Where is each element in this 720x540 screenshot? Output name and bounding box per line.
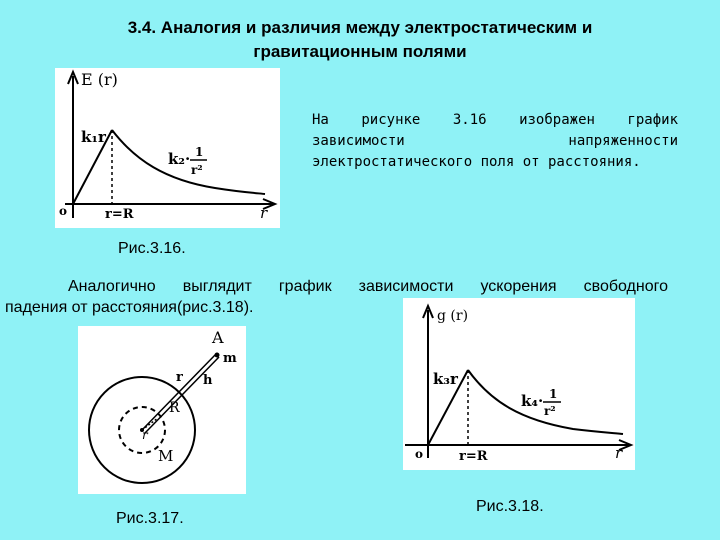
curve-label-coef: k₂· — [168, 150, 191, 168]
caption-3-17: Рис.3.17. — [116, 510, 184, 527]
label-r-inner: r — [142, 428, 148, 442]
title-line-2: гравитационным полями — [253, 42, 467, 61]
paragraph-1: На рисунке 3.16 изображен график зависимости напряженности электростатического поля от расстояния. — [312, 112, 678, 170]
linear-label: k₃r — [433, 370, 458, 388]
paragraph-2-line-1: Аналогично выглядит график зависимости ускорения свободного — [68, 278, 668, 295]
label-R: R — [169, 400, 180, 416]
label-A: A — [212, 328, 224, 347]
origin-label: o — [415, 447, 424, 461]
y-axis-label: E (r) — [81, 70, 118, 89]
y-axis-label: g (r) — [437, 308, 469, 324]
label-r-top: r — [176, 370, 183, 385]
linear-label: k₁r — [81, 128, 106, 146]
curve-label-num: 1 — [549, 387, 558, 401]
radius-line — [142, 354, 216, 430]
curve-label-coef: k₄· — [521, 392, 544, 410]
figure-3-18 — [403, 298, 635, 470]
point-A — [215, 353, 220, 358]
origin-label: o — [59, 204, 68, 218]
label-M: M — [158, 447, 174, 465]
figure-3-16-graph — [55, 68, 280, 228]
caption-3-16: Рис.3.16. — [118, 240, 186, 257]
figure-3-17 — [78, 326, 246, 494]
label-m: m — [223, 351, 237, 366]
curve-label-den: r² — [191, 163, 203, 177]
tick-label: r=R — [459, 449, 488, 464]
paragraph-2-line-2: падения от расстояния(рис.3.18). — [5, 299, 254, 316]
x-axis-label: r — [615, 444, 623, 462]
curve-label-num: 1 — [195, 145, 204, 159]
x-axis-label: r — [260, 204, 268, 222]
figure-3-16 — [55, 68, 280, 228]
caption-3-18: Рис.3.18. — [476, 498, 544, 515]
page-title — [40, 16, 680, 64]
tick-label: r=R — [105, 207, 134, 222]
curve-label-den: r² — [544, 404, 556, 418]
label-h: h — [203, 373, 213, 388]
radius-line-parallel — [145, 357, 219, 433]
title-line-1: 3.4. Аналогия и различия между электростатическим и — [127, 18, 593, 37]
figure-3-18-graph — [403, 298, 635, 470]
figure-3-17-drawing — [78, 326, 246, 494]
